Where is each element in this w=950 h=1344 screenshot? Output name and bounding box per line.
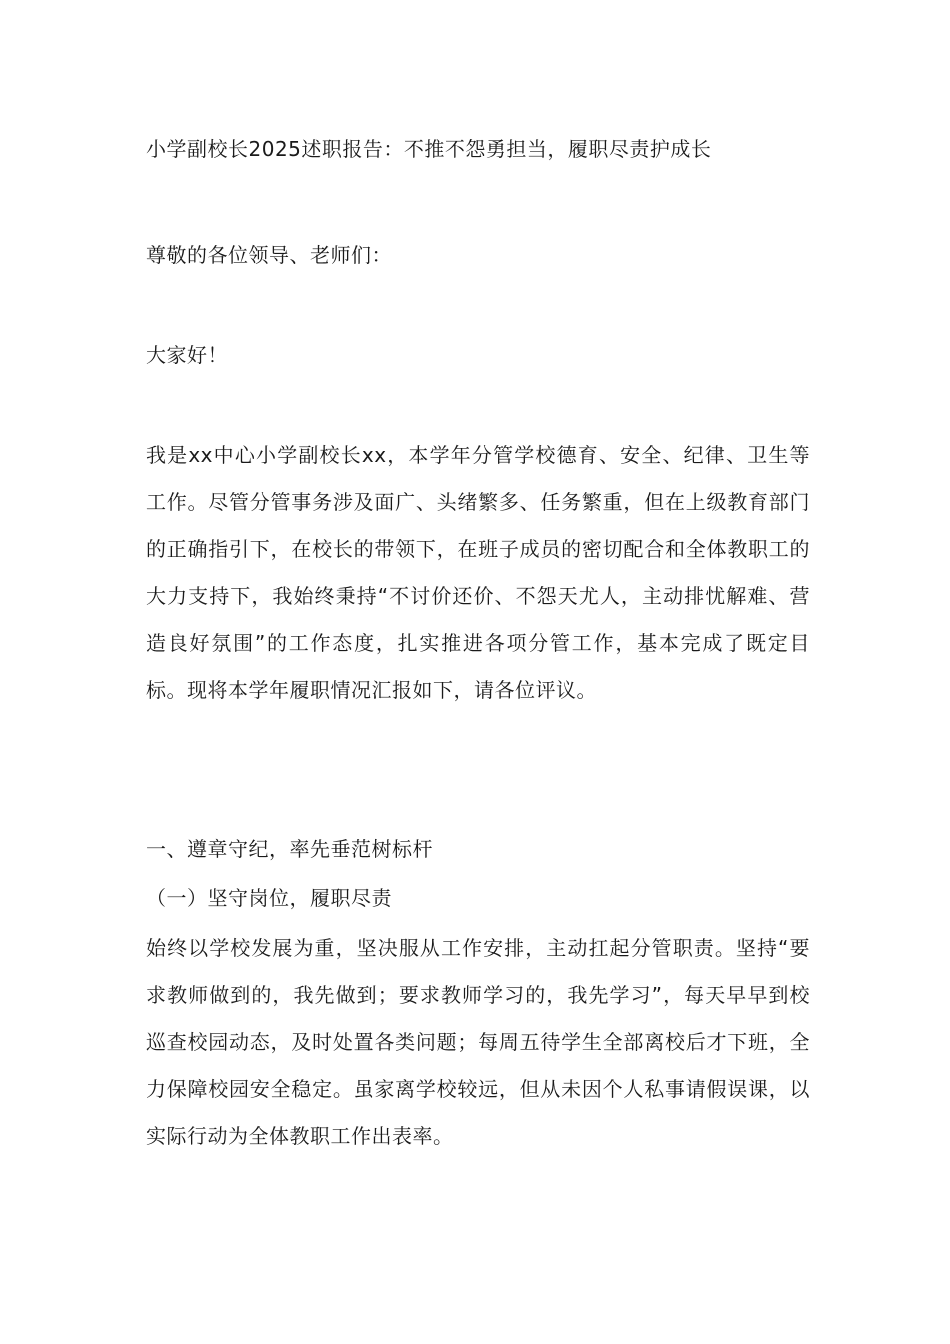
greeting: 大家好！ <box>146 343 228 367</box>
document-title: 小学副校长2025述职报告：不推不怨勇担当，履职尽责护成长 <box>146 137 712 161</box>
body-paragraph: 始终以学校发展为重，坚决服从工作安排，主动扛起分管职责。坚持“要求教师做到的，我先做到；要求教师学习的，我先学习”，每天早早到校巡查校园动态，及时处置各类问题；每周五待学生全部离校后才下班，全力保障校园安全稳定。虽家离学校较远，但从未因个人私事请假误课，以实际行动为全体教职工作出表率。 <box>146 936 810 1148</box>
intro-paragraph: 我是xx中心小学副校长xx，本学年分管学校德育、安全、纪律、卫生等工作。尽管分管事务涉及面广、头绪繁多、任务繁重，但在上级教育部门的正确指引下，在校长的带领下，在班子成员的密切配合和全体教职工的大力支持下，我始终秉持“不讨价还价、不怨天尤人，主动排忧解难、营造良好氛围”的工作态度，扎实推进各项分管工作，基本完成了既定目标。现将本学年履职情况汇报如下，请各位评议。 <box>146 443 810 702</box>
section-heading: 一、遵章守纪，率先垂范树标杆 <box>146 837 433 861</box>
salutation: 尊敬的各位领导、老师们： <box>146 243 392 267</box>
subsection-heading: （一）坚守岗位，履职尽责 <box>146 886 392 910</box>
